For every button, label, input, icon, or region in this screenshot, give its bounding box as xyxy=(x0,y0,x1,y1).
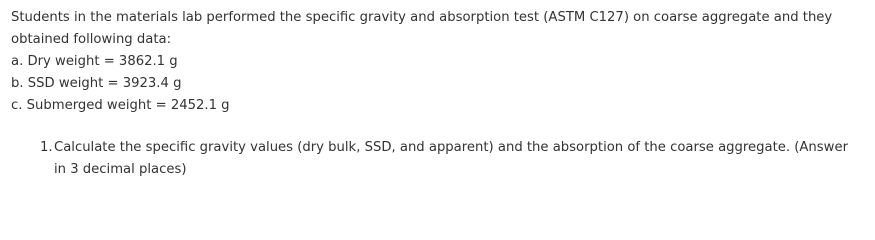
data-item-submerged-weight: c. Submerged weight = 2452.1 g xyxy=(11,98,230,113)
problem-statement xyxy=(11,7,856,117)
question-text: Calculate the specific gravity values (dry bulk, SSD, and apparent) and the absorption of the coarse aggregate. (Answer in 3 decimal places) xyxy=(54,140,848,177)
question-list xyxy=(40,137,860,181)
intro-text: Students in the materials lab performed the specific gravity and absorption test (ASTM C127) on coarse aggregate and they obtained following data: xyxy=(11,10,833,47)
data-item-dry-weight: a. Dry weight = 3862.1 g xyxy=(11,54,178,69)
question-number: 1. xyxy=(40,140,53,155)
question-item xyxy=(40,137,860,181)
data-item-ssd-weight: b. SSD weight = 3923.4 g xyxy=(11,76,182,91)
